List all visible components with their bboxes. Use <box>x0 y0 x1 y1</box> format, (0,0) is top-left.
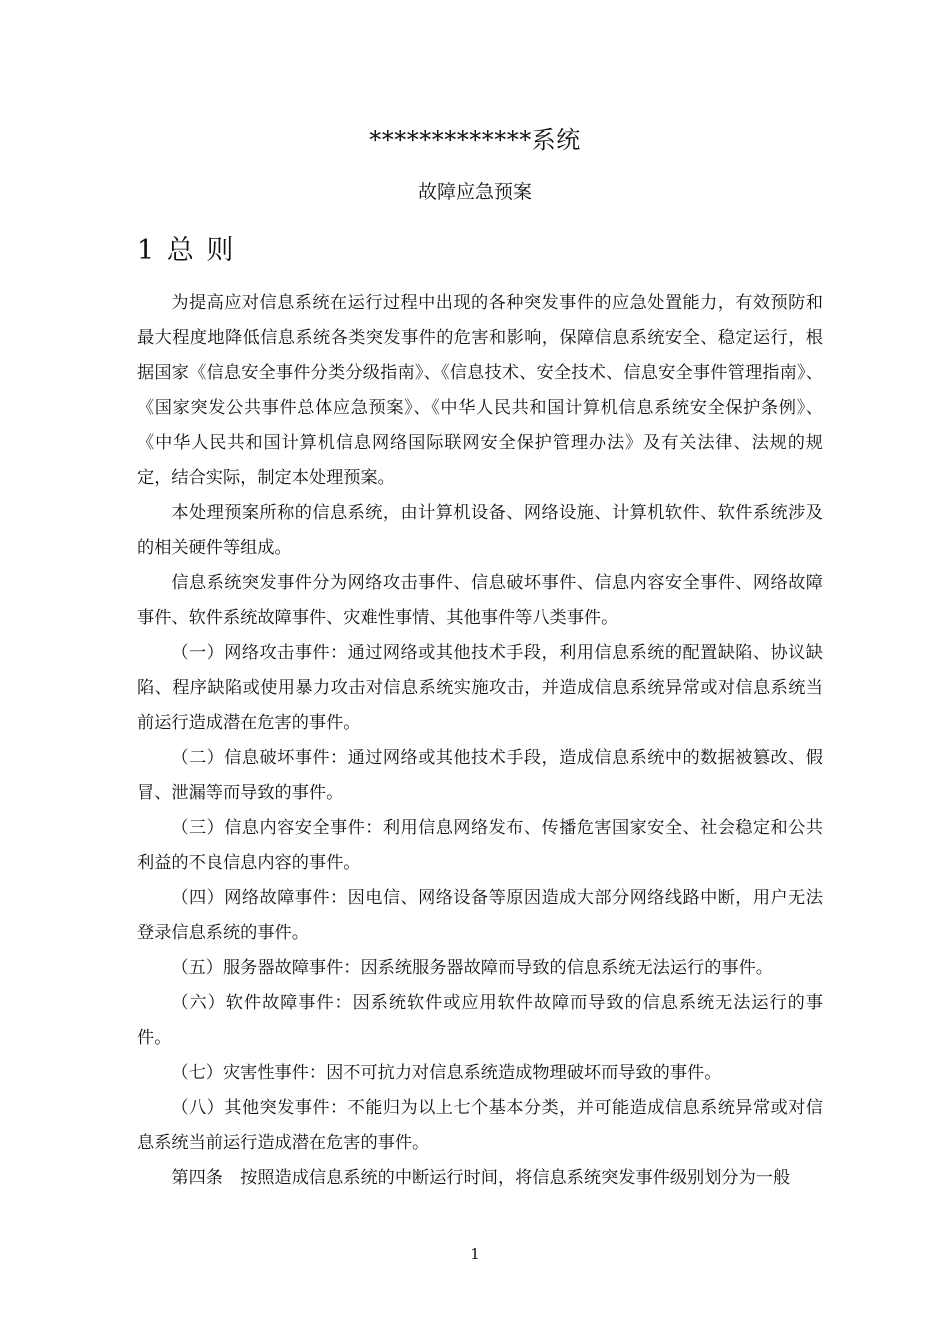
paragraph: （一）网络攻击事件：通过网络或其他技术手段，利用信息系统的配置缺陷、协议缺陷、程序缺陷或使用暴力攻击对信息系统实施攻击，并造成信息系统异常或对信息系统当前运行造成潜在危害的事件。 <box>137 643 823 733</box>
paragraph: （三）信息内容安全事件：利用信息网络发布、传播危害国家安全、社会稳定和公共利益的不良信息内容的事件。 <box>137 818 823 873</box>
paragraph: （七）灾害性事件：因不可抗力对信息系统造成物理破坏而导致的事件。 <box>171 1063 722 1083</box>
paragraph: （六）软件故障事件：因系统软件或应用软件故障而导致的信息系统无法运行的事件。 <box>137 993 823 1048</box>
paragraph: 本处理预案所称的信息系统，由计算机设备、网络设施、计算机软件、软件系统涉及的相关硬件等组成。 <box>137 503 823 558</box>
paragraph: 信息系统突发事件分为网络攻击事件、信息破坏事件、信息内容安全事件、网络故障事件、软件系统故障事件、灾难性事情、其他事件等八类事件。 <box>137 573 823 628</box>
page-number: 1 <box>470 1245 480 1263</box>
paragraph: （五）服务器故障事件：因系统服务器故障而导致的信息系统无法运行的事件。 <box>171 958 773 978</box>
paragraph: （八）其他突发事件：不能归为以上七个基本分类，并可能造成信息系统异常或对信息系统当前运行造成潜在危害的事件。 <box>137 1098 823 1153</box>
section-heading: 1 总 则 <box>137 235 236 266</box>
paragraph: （二）信息破坏事件：通过网络或其他技术手段，造成信息系统中的数据被篡改、假冒、泄漏等而导致的事件。 <box>137 748 823 803</box>
paragraph: 第四条 按照造成信息系统的中断运行时间，将信息系统突发事件级别划分为一般 <box>171 1168 791 1188</box>
paragraph: （四）网络故障事件：因电信、网络设备等原因造成大部分网络线路中断，用户无法登录信息系统的事件。 <box>137 888 823 943</box>
document-body <box>137 286 823 1196</box>
document-title: *************系统 <box>369 126 581 154</box>
paragraph: 为提高应对信息系统在运行过程中出现的各种突发事件的应急处置能力，有效预防和最大程度地降低信息系统各类突发事件的危害和影响，保障信息系统安全、稳定运行，根据国家《信息安全事件分类分级指南》、《信息技术、安全技术、信息安全事件管理指南》、《国家突发公共事件总体应急预案》、《中华人民共和国计算机信息系统安全保护条例》、《中华人民共和国计算机信息网络国际联网安全保护管理办法》及有关法律、法规的规定，结合实际，制定本处理预案。 <box>137 293 823 488</box>
document-subtitle: 故障应急预案 <box>417 181 532 203</box>
